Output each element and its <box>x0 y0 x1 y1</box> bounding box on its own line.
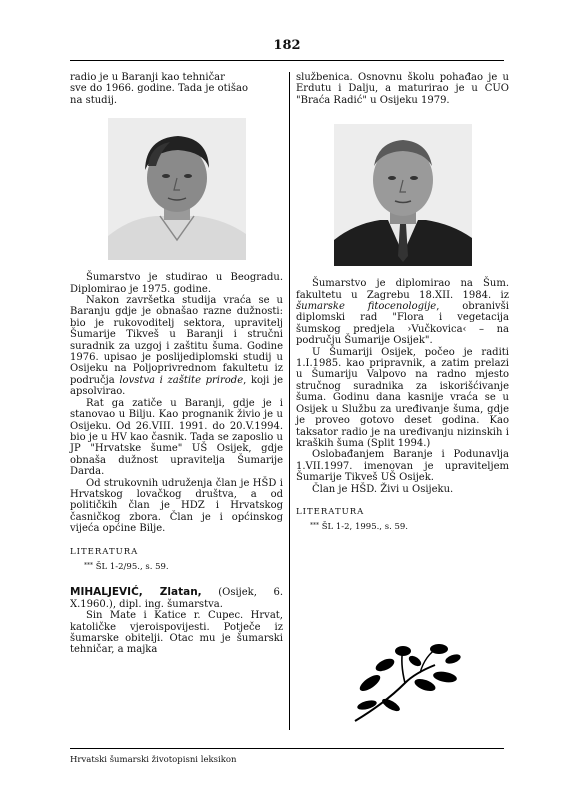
right-column <box>296 72 509 534</box>
entry-details: (Osijek, 6. X.1960.), dipl. ing. šumarstva. <box>70 587 283 610</box>
right-p1-a: Šumarstvo je diplomirao na Šum. fakultetu u Zagrebu 18.XII. 1984. iz <box>296 278 509 301</box>
literature-stars-right: *** <box>310 522 319 530</box>
literature-heading-right: LITERATURA <box>296 506 365 517</box>
right-p1-italic: šumarske fitocenologije <box>296 301 437 313</box>
header-rule <box>70 60 504 61</box>
literature-item-right <box>310 520 509 533</box>
intro-line-2: sve do 1966. godine. Tada je otišao <box>70 83 248 95</box>
literature-ref-right: ŠL 1-2, 1995., s. 59. <box>321 522 408 533</box>
footer-rule <box>70 748 504 749</box>
bio-paragraph-2-tail: , koji je apsolvirao. <box>70 374 283 398</box>
literature-stars-left: *** <box>84 561 93 569</box>
right-p1-b: , obranivši diplomski rad "Flora i vegetacija šumskog predjela ›Vučkovica‹ – na području Šumarije Osijek". <box>296 301 509 347</box>
bio-paragraph-3: Rat ga zatiče u Baranji, gdje je i stanovao u Bilju. Kao prognanik živio je u Osijeku. Od 26.VIII. 1991. do 20.V.1994. bio je u HV kao časnik. Tada se zaposlio u JP "Hrvatske šume" UŠ Osijek, gdje obnaša dužnost upravitelja Šumarije Darda. <box>70 397 283 478</box>
portrait-illustration-left <box>108 118 246 260</box>
literature-heading-left: LITERATURA <box>70 546 139 557</box>
right-intro: službenica. Osnovnu školu pohađao je u Erdutu i Dalju, a maturirao je u CUO "Braća Radić" u Osijeku 1979. <box>296 72 509 106</box>
entry-text: Sin Mate i Katice r. Cupec. Hrvat, katoličke vjeroispovijesti. Potječe iz šumarske obitelji. Otac mu je šumarski tehničar, a majka <box>70 610 283 656</box>
right-paragraph-4: Član je HŠD. Živi u Osijeku. <box>312 483 454 495</box>
bio-paragraph-4: Od strukovnih udruženja član je HŠD i Hrvatskog lovačkog društva, a od političkih član je HDZ i Hrvatskog časničkog zbora. Član je i općinskog vijeća općine Bilje. <box>70 477 283 535</box>
bio-paragraph-2-text: Nakon završetka studija vraća se u Baranju gdje je obnašao razne dužnosti: bio je rukovoditelj sektora, upravitelj Šumarije Tikveš u Baranji i stručni suradnik za uzgoj i zaštitu šuma. Godine 1976. upisao je poslijediplomski studij u Osijeku na Poljoprivrednom fakultetu iz područja <box>70 295 283 386</box>
right-paragraph-1 <box>296 278 509 346</box>
intro-line-1: radio je u Baranji kao tehničar <box>70 72 225 83</box>
left-column <box>70 72 283 656</box>
bio-paragraph-1: Šumarstvo je studirao u Beogradu. Diplomirao je 1975. godine. <box>70 272 283 295</box>
right-paragraph-2: U Šumariji Osijek, počeo je raditi 1.I.1985. kao pripravnik, a zatim prelazi u Šumariju Valpovo na radno mjesto stručnog suradnika za iskorišćivanje šuma. Godinu dana kasnije vraća se u Osijek u Službu za uređivanje šuma, gdje je proveo gotovo deset godina. Kao taksator radio je na uređivanju nizinskih i kraških šuma (Split 1994.) <box>296 346 509 449</box>
intro-line-3: na studij. <box>70 94 118 106</box>
portrait-illustration-right <box>334 124 472 266</box>
page-number: 182 <box>273 38 301 53</box>
entry-heading <box>70 587 283 610</box>
plant-ornament <box>345 643 465 725</box>
right-paragraph-3: Oslobađanjem Baranje i Podunavlja 1.VII.1997. imenovan je upraviteljem Šumarije Tikveš UŠ Osijek. <box>296 449 509 484</box>
entry-name: MIHALJEVIĆ, Zlatan, <box>70 586 202 599</box>
bio-paragraph-2-italic: lovstva i zaštite prirode <box>119 374 244 386</box>
literature-item-left <box>84 560 283 573</box>
portrait-photo-left <box>108 118 246 260</box>
portrait-photo-right <box>334 124 472 266</box>
literature-ref-left: ŠL 1-2/95., s. 59. <box>95 561 169 572</box>
bio-paragraph-2 <box>70 295 283 398</box>
column-divider <box>289 72 290 730</box>
footer-text: Hrvatski šumarski životopisni leksikon <box>70 755 237 765</box>
